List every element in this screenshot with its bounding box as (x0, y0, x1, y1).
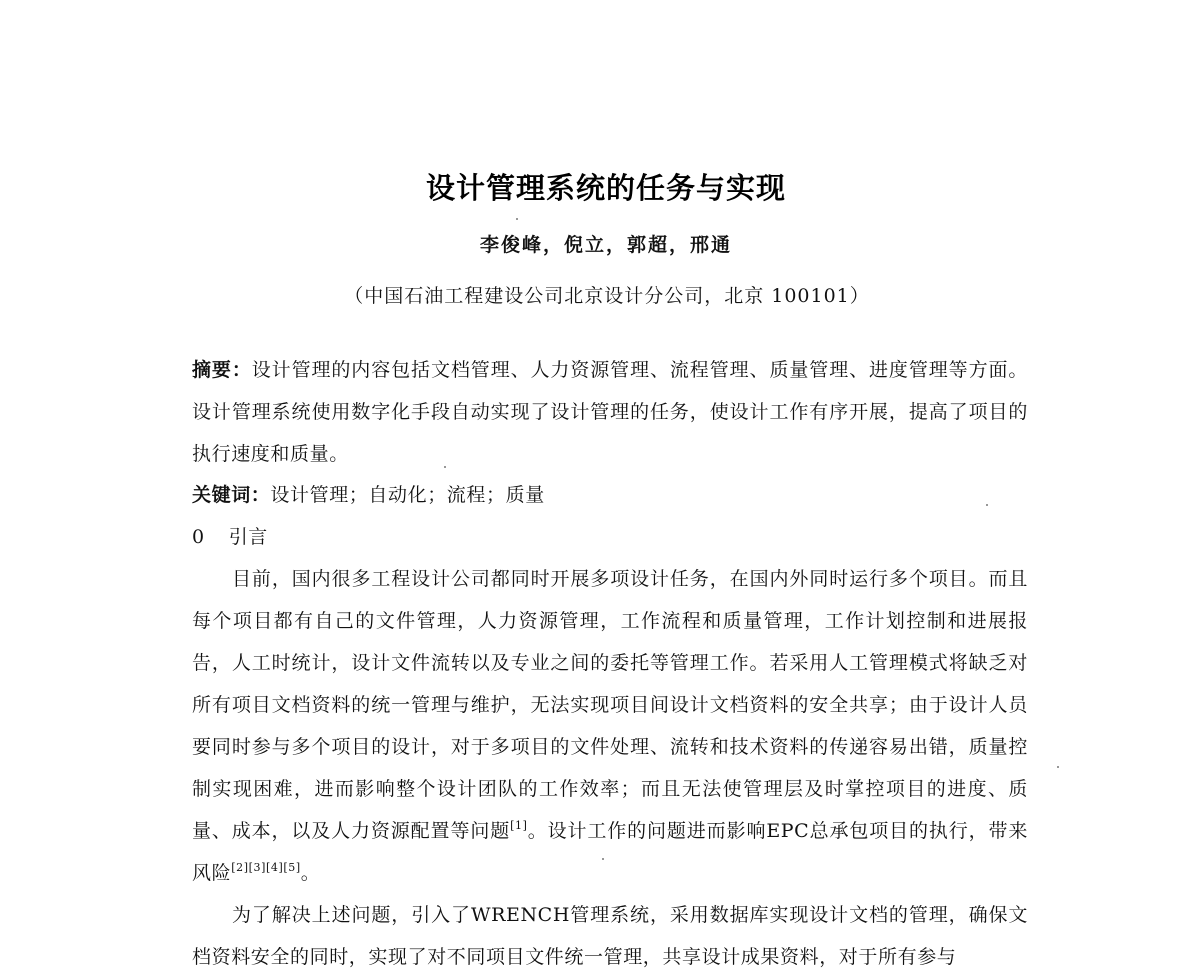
intro-paragraph-1 (192, 558, 1028, 894)
section-heading-line (192, 516, 1028, 558)
keywords-block (192, 474, 1028, 516)
abstract-paragraph (192, 349, 1028, 475)
section-title: 引言 (228, 526, 268, 548)
abstract-block (192, 349, 1028, 475)
intro-text-3: 。 (300, 862, 321, 884)
intro-text-2: 。设计工作的问题进而影响EPC总承包项目的执行，带来风险 (192, 820, 1028, 884)
keywords-paragraph (192, 474, 1028, 516)
abstract-label: 摘要： (192, 359, 252, 381)
paper-authors: 李俊峰，倪立，郭超，邢通 (479, 234, 732, 256)
intro-paragraph-2 (192, 894, 1028, 978)
scan-speck (444, 466, 446, 468)
paper-affiliation: （中国石油工程建设公司北京设计分公司，北京 100101） (344, 285, 870, 307)
keywords-label: 关键词： (192, 484, 271, 506)
keywords-text: 设计管理；自动化；流程；质量 (270, 484, 545, 506)
citation-ref-1: [1] (510, 819, 528, 832)
scan-speck (986, 504, 988, 506)
paper-title: 设计管理系统的任务与实现 (425, 171, 786, 205)
intro-text-1: 目前，国内很多工程设计公司都同时开展多项设计任务，在国内外同时运行多个项目。而且每个项目都有自己的文件管理，人力资源管理，工作流程和质量管理，工作计划控制和进展报告，人工时统计，设计文件流转以及专业之间的委托等管理工作。若采用人工管理模式将缺乏对所有项目文档资料的统一管理与维护，无法实现项目间设计文档资料的安全共享；由于设计人员要同时参与多个项目的设计，对于多项目的文件处理、流转和技术资料的传递容易出错，质量控制实现困难，进而影响整个设计团队的工作效率；而且无法使管理层及时掌控项目的进度、质量、成本，以及人力资源配置等问题 (192, 568, 1028, 842)
intro-block (192, 558, 1028, 978)
section-heading (192, 516, 1028, 558)
scan-speck (516, 218, 518, 220)
section-number: 0 (192, 526, 205, 548)
scan-speck (1057, 766, 1059, 768)
scan-speck (602, 858, 604, 860)
citation-ref-2: [2][3][4][5] (231, 861, 301, 874)
abstract-text: 设计管理的内容包括文档管理、人力资源管理、流程管理、质量管理、进度管理等方面。设计管理系统使用数字化手段自动实现了设计管理的任务，使设计工作有序开展，提高了项目的执行速度和质量。 (192, 359, 1028, 465)
intro-text-4: 为了解决上述问题，引入了WRENCH管理系统，采用数据库实现设计文档的管理，确保文档资料安全的同时，实现了对不同项目文件统一管理，共享设计成果资料，对于所有参与 (192, 904, 1028, 968)
